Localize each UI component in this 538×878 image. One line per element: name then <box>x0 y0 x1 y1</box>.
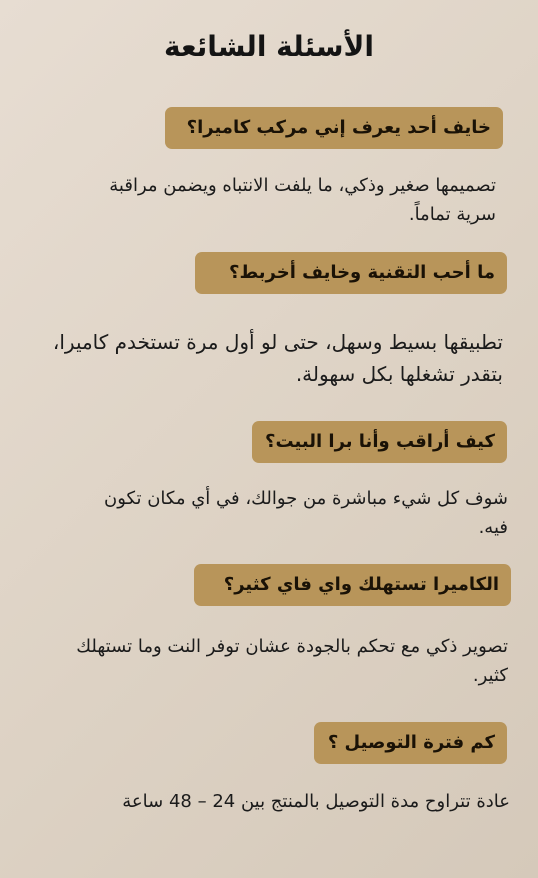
faq-question-1[interactable]: خايف أحد يعرف إني مركب كاميرا؟ <box>165 107 503 149</box>
faq-answer-1: تصميمها صغير وذكي، ما يلفت الانتباه ويضمن مراقبة سرية تماماً. <box>109 175 496 225</box>
faq-title: الأسئلة الشائعة <box>164 30 374 63</box>
faq-answer-3: شوف كل شيء مباشرة من جوالك، في أي مكان تكون فيه. <box>104 488 508 538</box>
faq-answer-2: تطبيقها بسيط وسهل، حتى لو أول مرة تستخدم كاميرا، بتقدر تشغلها بكل سهولة. <box>52 330 503 386</box>
faq-question-4[interactable]: الكاميرا تستهلك واي فاي كثير؟ <box>194 564 511 606</box>
faq-question-5[interactable]: كم فترة التوصيل ؟ <box>314 722 507 764</box>
faq-answer-4: تصوير ذكي مع تحكم بالجودة عشان توفر النت وما تستهلك كثير. <box>76 636 508 686</box>
faq-answer-5: عادة تتراوح مدة التوصيل بالمنتج بين 24 – 48 ساعة <box>122 791 510 812</box>
faq-question-2[interactable]: ما أحب التقنية وخايف أخربط؟ <box>195 252 507 294</box>
faq-question-3[interactable]: كيف أراقب وأنا برا البيت؟ <box>252 421 507 463</box>
